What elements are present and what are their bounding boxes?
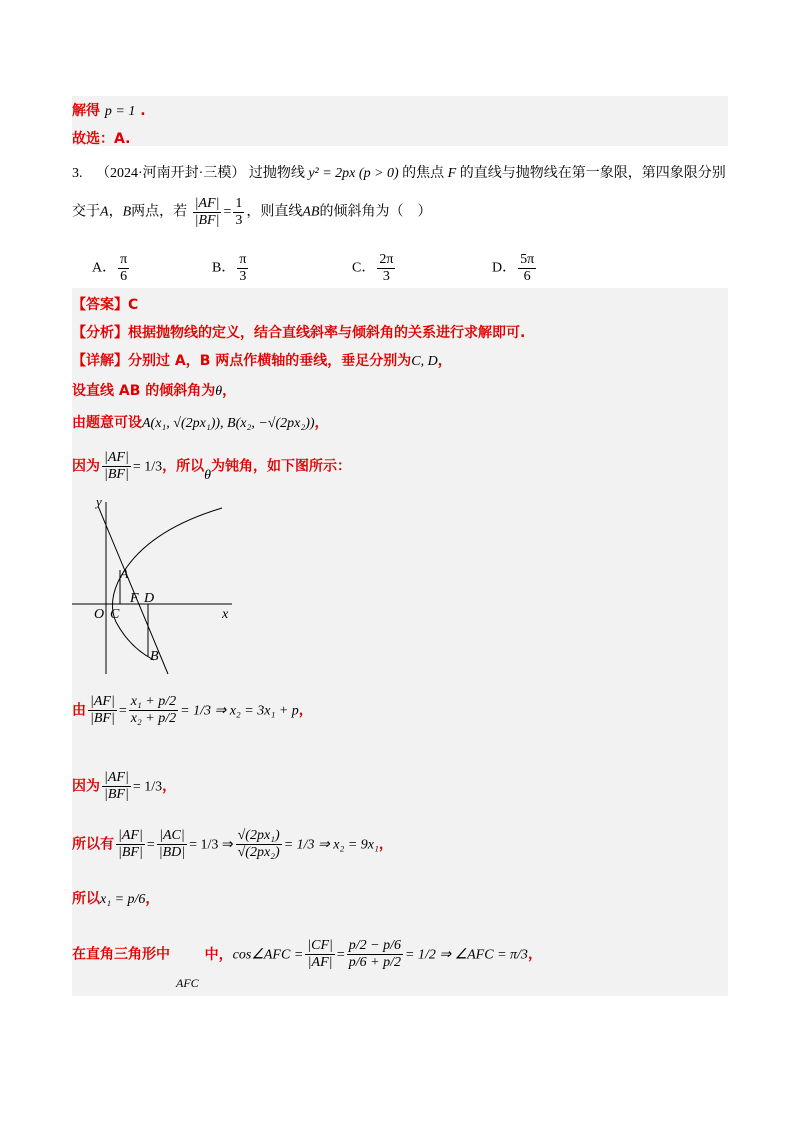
af-3: |AF| [104,770,129,785]
sep: ， [108,204,123,220]
option-b[interactable] [212,252,250,285]
x-frac [129,694,178,727]
so-have-line: 所以有 $\frac{|AF|}{|BF|}$ = $\frac{|AC|}{|BD|}$ = 1/3 ⇒ $\frac{\text{√(2px₁)}}{\text{√(2px₂)}}$ = 1/3 ⇒ x₂ = 9x₁， [72,828,393,860]
label-a: A [120,567,129,582]
x1-line: 所以x₁ = p/6， [72,891,160,907]
answer-line [72,294,138,314]
sqrt-den: √(2px₂) [237,845,280,860]
because-line-2: 因为 $\frac{|AF|}{|BF|}$ = 1/3， [72,770,177,802]
coords-line [72,412,329,432]
choice-line [72,128,130,148]
option-d-den: 6 [523,269,531,284]
triangle-mid: 中， [204,946,233,963]
option-a[interactable] [92,252,131,285]
question-text-7: 的倾斜角为（ ） [319,204,432,220]
sqrt-frac [236,828,282,861]
cf: |CF| [307,938,333,953]
option-a-num: π [120,252,128,267]
bd: |BD| [158,845,186,860]
line-ab: AB [302,204,320,220]
x-frac-num: x₁ + p/2 [130,694,177,709]
af-1: |AF| [104,450,129,465]
af-bf-frac-3 [102,770,131,803]
so-have-rest: = 1/3 ⇒ x₂ = 9x₁ [283,837,379,853]
question-text-2: 的焦点 [402,166,445,181]
because-1: 因为 [72,458,100,475]
label-c: C [110,607,120,622]
bf-1: |BF| [104,467,129,482]
triangle-prefix: 在直角三角形中 [72,946,170,963]
cos-lhs: cos∠AFC = [232,947,304,963]
detail-line [72,350,452,370]
from-text: 由 [72,702,86,719]
option-d-label: D． [492,260,517,276]
label-d: D [144,591,155,606]
af-bf-frac-1 [102,450,131,483]
ratio-fraction [193,196,222,229]
af-4: |AF| [118,828,143,843]
because-2: 因为 [72,778,100,795]
coords-math: A(x₁, √(2px₁)), B(x₂, −√(2px₂)) [142,416,315,431]
af-2: |AF| [90,694,115,709]
option-c-frac [377,252,395,285]
detail-text: 【详解】分别过 A，B 两点作横轴的垂线，垂足分别为 [72,353,412,369]
bf-3: |BF| [104,787,129,802]
detail-math: C, D [411,354,438,369]
option-d-num: 5π [520,252,535,267]
obtuse-line [72,450,351,483]
option-c-num: 2π [379,252,394,267]
af-bf-frac-2 [88,694,117,727]
ratio-val-num: 1 [235,196,243,211]
cos-rest: = 1/2 ⇒ ∠AFC = π/3 [405,947,528,963]
eq-13-1: = 1/3 [132,459,163,475]
af-bf-frac-4 [116,828,145,861]
cos-num: p/2 − p/6 [348,938,402,953]
point-a: A [100,204,109,220]
question-text-4: 交于 [72,204,100,220]
option-d-frac [518,252,536,285]
solve-line [72,100,146,120]
question-source: （2024·河南开封·三模） [96,166,246,181]
cos-frac [347,938,403,971]
focus-label: F [447,166,457,181]
label-x: x [222,607,229,622]
comma-1: ， [222,383,237,399]
question-text-3: 的直线与抛物线在第一象限，第四象限分别 [459,166,726,181]
ac-bd-frac [157,828,187,861]
label-o: O [94,607,105,622]
question-text-5: 两点，若 [131,204,188,220]
solve-prefix: 解得 [72,103,100,119]
label-b: B [150,649,159,664]
detail-end: ， [437,353,452,369]
ratio-val-den: 3 [235,213,243,228]
bf-2: |BF| [90,711,115,726]
option-c-den: 3 [382,269,390,284]
triangle-name: AFC [176,975,199,990]
cos-den: p/6 + p/2 [348,955,402,970]
question-text-1: 过抛物线 [248,166,305,181]
label-f: F [130,591,139,606]
answer-text: 【答案】C [72,297,139,313]
eq-13-2: = 1/3 [132,779,163,795]
af: |AF| [307,955,333,970]
question-line-2: 交于A，B两点，若 $\frac{|AF|}{|BF|}$ = $\frac{1}{3}$ ，则直线AB的倾斜角为（ ） [72,196,432,228]
option-a-label: A． [92,260,117,276]
option-b-den: 3 [239,269,247,284]
option-d[interactable] [492,252,538,285]
set-angle-text: 设直线 AB 的倾斜角为 [72,383,216,399]
set-angle-line [72,380,236,400]
analysis-text: 【分析】根据抛物线的定义，结合直线斜率与倾斜角的关系进行求解即可. [72,325,526,341]
sqrt-num: √(2px₁) [237,828,280,843]
ac: |AC| [157,828,187,845]
derive-line-1: 由 $\frac{|AF|}{|BF|}$ = $\frac{\text{x₁ + p/2}}{\text{x₂ + p/2}}$ = 1/3 ⇒ x₂ = 3x₁ + p， [72,694,313,726]
so-obtuse-1: ，所以 [162,458,205,475]
parabola-curve [112,508,222,660]
so-obtuse-2: 为钝角，如下图所示： [211,458,351,475]
so-have-text: 所以有 [72,836,114,853]
theta-1: θ [215,384,223,399]
cf-af-frac [305,938,335,971]
bf-4: |BF| [118,845,143,860]
triangle-line: 在直角三角形中AFC中，cos∠AFC = $\frac{|CF|}{|AF|}$ = $\frac{p/2 - p/6}{p/6 + p/2}$ = 1/2 ⇒ ∠AFC = π/3， [72,938,542,990]
parabola-equation: y² = 2px (p > 0) [308,166,399,181]
option-a-frac [118,252,129,285]
from-set-text: 由题意可设 [72,415,142,431]
option-b-label: B． [212,260,236,276]
ratio-value [233,196,244,229]
theta-2: θ [204,467,211,483]
analysis-line [72,322,525,342]
label-y: y [96,494,102,509]
top-answer-band [72,96,728,146]
solve-math: p = 1 [104,104,136,119]
x-frac-rest: = 1/3 ⇒ x₂ = 3x₁ + p [180,703,299,719]
so-text: 所以 [72,891,100,907]
comma-2: ， [314,415,329,431]
option-b-frac [237,252,248,285]
choice-text: 故选：A. [72,131,131,147]
question-text-6: ，则直线 [246,204,303,220]
parabola-graph [72,492,242,682]
question-line-1 [72,162,726,182]
point-b: B [122,204,132,220]
solve-end: . [140,103,146,119]
option-a-den: 6 [120,269,128,284]
x-frac-den: x₂ + p/2 [130,711,177,726]
x1-math: x₁ = p/6 [100,892,146,907]
option-b-num: π [239,252,247,267]
option-c-label: C． [352,260,376,276]
question-number: 3. [72,166,83,181]
ratio-den: |BF| [194,213,220,228]
option-c[interactable] [352,252,397,285]
ratio-num: |AF| [194,196,220,211]
